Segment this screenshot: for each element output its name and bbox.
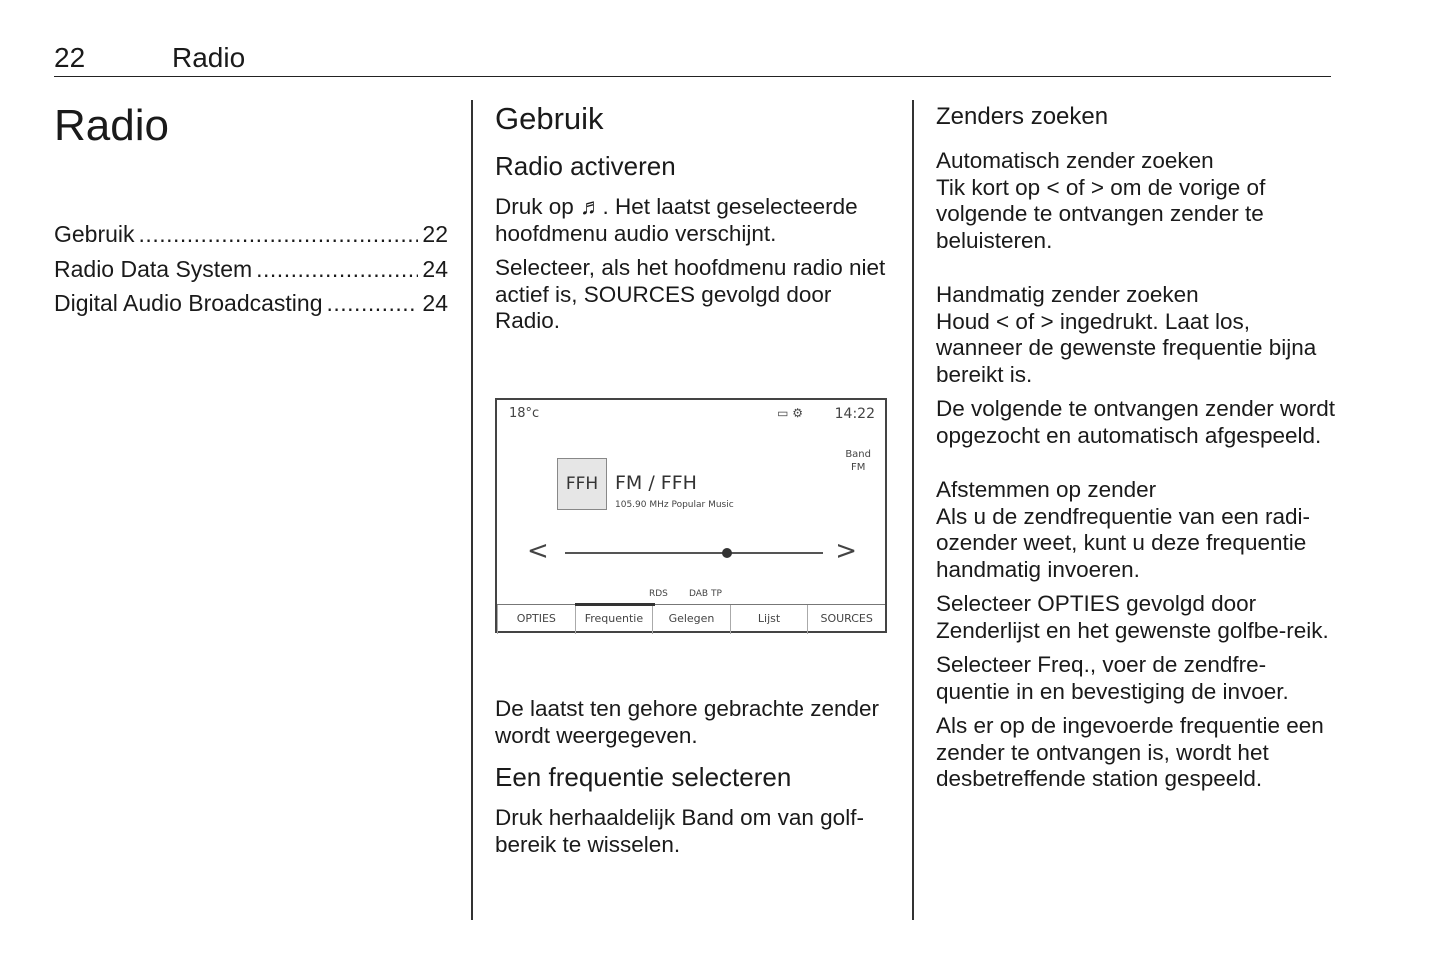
band-button (845, 448, 871, 474)
paragraph: Selecteer OPTIES gevolgd door Zenderlijst en het gewenste golfbe-reik. (936, 591, 1329, 643)
column-usage-continued (495, 696, 895, 866)
column-usage (495, 96, 895, 343)
frequency-slider-track (565, 552, 823, 554)
toc-entry[interactable] (54, 217, 448, 252)
active-tab-indicator (575, 603, 655, 606)
toc-leader-dots (256, 252, 418, 287)
band-value: FM (850, 462, 866, 473)
toc-entry[interactable] (54, 252, 448, 287)
paragraph: De volgende te ontvangen zender wordt opgezocht en automatisch afgespeeld. (936, 396, 1336, 448)
paragraph: Tik kort op < of > om de vorige of volgende te ontvangen zender te beluisteren. (936, 174, 1266, 253)
column-divider-1 (471, 100, 473, 920)
dab-indicator: DAB TP (689, 589, 722, 599)
paragraph: De laatst ten gehore gebrachte zender wordt weergegeven. (495, 696, 880, 748)
subheading-frequentie-selecteren: Een frequentie selecteren (495, 762, 792, 792)
paragraph: Selecteer, als het hoofdmenu radio niet actief is, SOURCES gevolgd door Radio. (495, 255, 886, 333)
menu-opties: OPTIES (497, 605, 575, 634)
frequency-slider-knob (722, 548, 732, 558)
paragraph: Houd < of > ingedrukt. Laat los, wanneer de gewenste frequentie bijna bereikt is. (936, 308, 1317, 387)
column-divider-2 (912, 100, 914, 920)
toc-entry-page: 24 (422, 290, 448, 316)
frequency-info: 105.90 MHz Popular Music (615, 500, 734, 510)
toc-entry[interactable] (54, 286, 448, 321)
menu-frequentie: Frequentie (575, 605, 653, 634)
toc-entry-label: Gebruik (54, 221, 135, 247)
chevron-right-icon: > (835, 536, 857, 566)
paragraph: Als er op de ingevoerde frequentie een zender te ontvangen is, wordt het desbetreffende station gespeeld. (936, 713, 1324, 791)
band-label: Band (845, 449, 871, 460)
rds-indicator: RDS (649, 589, 668, 599)
menu-sources: SOURCES (807, 605, 885, 634)
station-logo: FFH (557, 458, 607, 510)
running-section-title: Radio (172, 42, 246, 73)
toc-leader-dots (139, 217, 419, 252)
radio-screen-figure (495, 398, 887, 633)
temperature-readout: 18°c (509, 406, 540, 421)
page-number: 22 (54, 42, 86, 73)
toc-entry-label: Digital Audio Broadcasting (54, 290, 323, 316)
paragraph: Druk herhaaldelijk Band om van golf-bereik te wisselen. (495, 805, 864, 857)
status-icons: ▭ ⚙ (777, 406, 803, 420)
page-header (54, 42, 1331, 77)
clock-readout: 14:22 (834, 406, 875, 422)
subheading-radio-activeren: Radio activeren (495, 151, 676, 181)
section-heading-zenders-zoeken: Zenders zoeken (936, 103, 1109, 130)
menu-gelegen: Gelegen (652, 605, 730, 634)
subsection-title: Handmatig zender zoeken (936, 282, 1199, 307)
column-search (936, 96, 1336, 801)
table-of-contents (54, 217, 448, 321)
toc-entry-label: Radio Data System (54, 255, 253, 282)
column-toc (54, 96, 448, 321)
paragraph: Selecteer Freq., voer de zendfre-quentie in en bevestiging de invoer. (936, 652, 1289, 704)
chevron-left-icon: < (527, 536, 549, 566)
paragraph: Druk op ♬. Het laatst geselecteerde hoofdmenu audio verschijnt. (495, 194, 858, 246)
section-heading-gebruik: Gebruik (495, 101, 604, 136)
screen-menu-bar (497, 604, 885, 634)
station-name: FM / FFH (615, 472, 697, 494)
toc-entry-page: 22 (422, 221, 448, 247)
toc-entry-page: 24 (422, 255, 448, 282)
subsection-title: Automatisch zender zoeken (936, 148, 1214, 173)
paragraph: Als u de zendfrequentie van een radi-ozender weet, kunt u deze frequentie handmatig invoeren. (936, 503, 1310, 582)
chapter-title: Radio (54, 101, 169, 150)
menu-lijst: Lijst (730, 605, 808, 634)
toc-leader-dots (327, 286, 419, 321)
subsection-title: Afstemmen op zender (936, 477, 1157, 502)
